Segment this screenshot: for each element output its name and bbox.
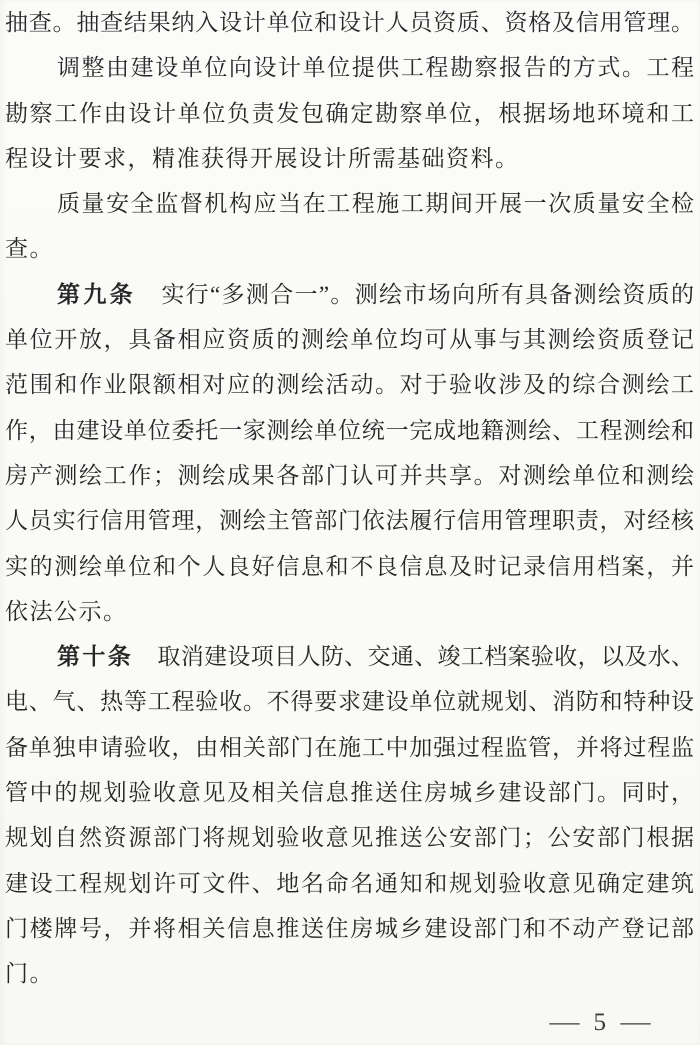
text-line: 抽查。抽查结果纳入设计单位和设计人员资质、资格及信用管理。 xyxy=(5,10,694,35)
text-line: 备单独申请验收，由相关部门在施工中加强过程监管，并将过程监 xyxy=(5,734,694,760)
text-line xyxy=(5,634,694,679)
text-line: 建设工程规划许可文件、地名命名通知和规划验收意见确定建筑 xyxy=(5,870,694,896)
text-line: 房产测绘工作；测绘成果各部门认可并共享。对测绘单位和测绘 xyxy=(5,462,694,488)
text-line: 范围和作业限额相对应的测绘活动。对于验收涉及的综合测绘工 xyxy=(5,372,694,398)
footer-dash-left: — xyxy=(549,1009,579,1036)
page-number: 5 xyxy=(593,1009,606,1036)
text-line: 作，由建设单位委托一家测绘单位统一完成地籍测绘、工程测绘和 xyxy=(5,417,694,443)
document-body xyxy=(5,0,694,997)
text-line: 依法公示。 xyxy=(5,598,128,624)
article-heading: 第九条 xyxy=(57,280,136,307)
page-footer xyxy=(0,1009,700,1037)
line-text: 取消建设项目人防、交通、竣工档案验收，以及水、 xyxy=(157,644,694,670)
text-line: 规划自然资源部门将规划验收意见推送公安部门；公安部门根据 xyxy=(5,825,694,851)
text-line: 单位开放，具备相应资质的测绘单位均可从事与其测绘资质登记 xyxy=(5,327,694,353)
text-line: 调整由建设单位向设计单位提供工程勘察报告的方式。工程 xyxy=(57,55,694,81)
text-line: 电、气、热等工程验收。不得要求建设单位就规划、消防和特种设 xyxy=(5,689,694,715)
text-line: 人员实行信用管理，测绘主管部门依法履行信用管理职责，对经核 xyxy=(5,508,694,534)
text-line: 门。 xyxy=(5,961,54,987)
article-heading: 第十条 xyxy=(57,643,134,670)
text-line: 实的测绘单位和个人良好信息和不良信息及时记录信用档案，并 xyxy=(5,553,694,579)
text-line: 质量安全监督机构应当在工程施工期间开展一次质量安全检 xyxy=(57,191,694,217)
text-line xyxy=(5,272,694,317)
footer-dash-right: — xyxy=(620,1009,651,1036)
text-line: 管中的规划验收意见及相关信息推送住房城乡建设部门。同时， xyxy=(5,780,694,806)
line-text: 实行“多测合一”。测绘市场向所有具备测绘资质的 xyxy=(160,281,694,307)
text-line: 查。 xyxy=(5,236,54,262)
text-line: 门楼牌号，并将相关信息推送住房城乡建设部门和不动产登记部 xyxy=(5,915,694,941)
text-line: 程设计要求，精准获得开展设计所需基础资料。 xyxy=(5,145,520,171)
text-line: 勘察工作由设计单位负责发包确定勘察单位，根据场地环境和工 xyxy=(5,100,694,126)
